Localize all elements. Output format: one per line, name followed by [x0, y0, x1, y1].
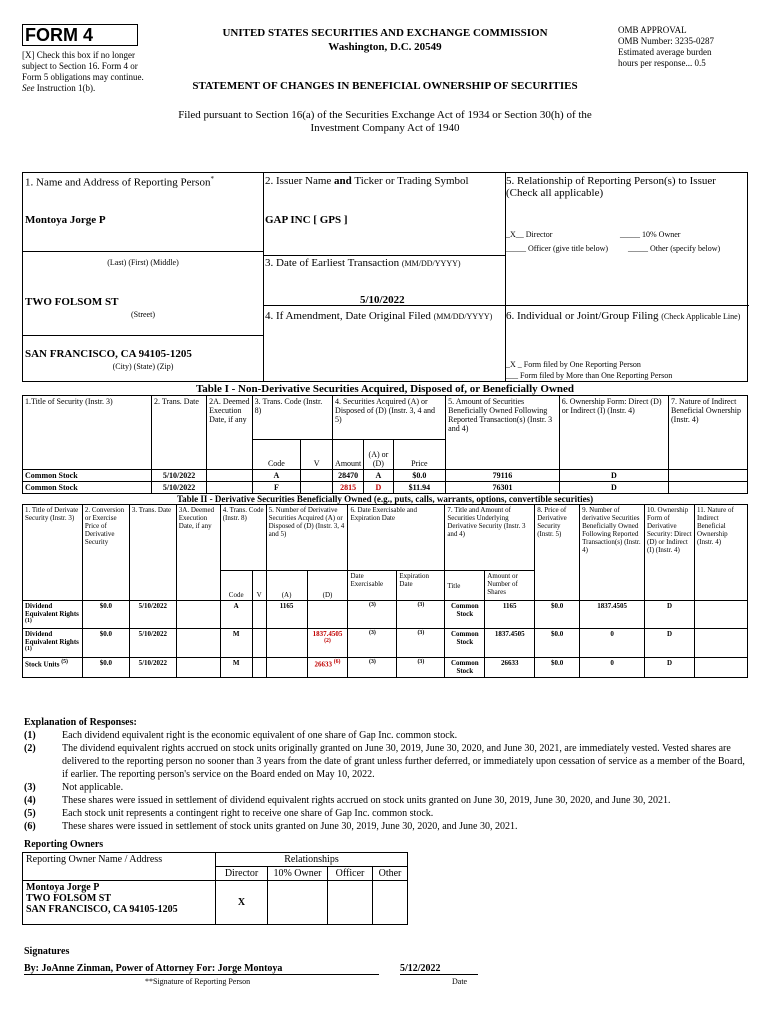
filing-more-persons: ___ Form filed by More than One Reporting Person — [506, 371, 673, 380]
table-row: Dividend Equivalent Rights $^{(1)}$ $0.0 5/10/2022 A 1165 $^{(3)}$ $^{(3)}$ Common Stock 1165 $0.0 1837.4505 D — [23, 601, 748, 629]
form-title: FORM 4 — [22, 24, 138, 46]
t2-header-price: 8. Price of Derivative Security (Instr. 5) — [535, 505, 580, 601]
owners-col-name: Reporting Owner Name / Address — [23, 853, 216, 881]
explanation-item: (1) Each dividend equivalent right is the economic equivalent of one share of Gap Inc. common stock. — [24, 730, 458, 741]
t2-header-conversion: 2. Conversion or Exercise Price of Derivative Security — [82, 505, 129, 601]
statement-title: STATEMENT OF CHANGES IN BENEFICIAL OWNERSHIP OF SECURITIES — [192, 80, 578, 92]
agency-city: Washington, D.C. 20549 — [328, 41, 442, 53]
filed-pursuant-line-2: Investment Company Act of 1940 — [310, 122, 460, 134]
omb-approval: OMB APPROVAL OMB Number: 3235-0287 Estimated average burden hours per response... 0.5 — [618, 25, 714, 68]
t1-header-deemed: 2A. Deemed Execution Date, if any — [207, 396, 253, 470]
table-row: Stock Units $^{(5)}$ $0.0 5/10/2022 M 26633 $^{(6)}$ $^{(3)}$ $^{(3)}$ Common Stock 26633 $0.0 0 D — [23, 657, 748, 677]
t2-header-exercisable: 6. Date Exercisable and Expiration Date — [348, 505, 445, 571]
explanation-item: (4) These shares were issued in settlement of dividend equivalent rights accrued on stock units granted on June 30, 2019, June 30, 2020, and June 30, 2021. — [24, 795, 671, 806]
table1-non-derivative — [22, 395, 748, 494]
label-earliest-transaction: 3. Date of Earliest Transaction (MM/DD/YYYY) — [265, 257, 461, 269]
signatures-title: Signatures — [24, 946, 70, 957]
explanation-title: Explanation of Responses: — [24, 717, 137, 728]
t2-header-number: 5. Number of Derivative Securities Acquired (A) or Disposed of (D) (Instr. 3, 4 and 5) — [266, 505, 348, 571]
checkbox-note: [X] Check this box if no longer subject to Section 16. Form 4 or Form 5 obligations may continue. See Instruction 1(b). — [22, 50, 144, 93]
table-row: Dividend Equivalent Rights $^{(1)}$ $0.0 5/10/2022 M 1837.4505 $^{(2)}$ $^{(3)}$ $^{(3)}$ Common Stock 1837.4505 $0.0 0 D — [23, 629, 748, 657]
t1-header-date: 2. Trans. Date — [152, 396, 207, 470]
t2-header-owned: 9. Number of derivative Securities Beneficially Owned Following Reported Transaction(s) (Instr. 4) — [580, 505, 645, 601]
filed-pursuant-line-1: Filed pursuant to Section 16(a) of the Securities Exchange Act of 1934 or Section 30(h) of the — [178, 109, 592, 121]
filing-one-person: _X _ Form filed by One Reporting Person — [506, 360, 641, 369]
street-label: (Street) — [131, 310, 155, 319]
label-name-address: 1. Name and Address of Reporting Person* — [25, 175, 214, 189]
t1-sub-code: Code — [252, 440, 301, 470]
name-parts-label: (Last) (First) (Middle) — [107, 258, 179, 267]
explanation-item: (6) These shares were issued in settlement of stock units granted on June 30, 2019, June 30, 2020, and June 30, 2021. — [24, 821, 518, 832]
reporting-owners-table: Reporting Owner Name / Address Relationships Director 10% Owner Officer Other Montoya Jorge P TWO FOLSOM ST SAN FRANCISCO, CA 94105-1205 X — [22, 852, 408, 925]
signature-date: 5/12/2022 — [400, 963, 478, 975]
label-amendment: 4. If Amendment, Date Original Filed (MM/DD/YYYY) — [265, 310, 493, 322]
relationship-officer: _____ Officer (give title below) — [506, 244, 609, 253]
relationship-other: _____ Other (specify below) — [628, 244, 721, 253]
t1-header-nature: 7. Nature of Indirect Beneficial Ownership (Instr. 4) — [669, 396, 748, 470]
earliest-transaction-date: 5/10/2022 — [360, 294, 405, 306]
city-label: (City) (State) (Zip) — [112, 362, 174, 371]
table-row: Common Stock 5/10/2022 F 2815 D $11.94 76301 D — [23, 482, 748, 494]
relationship-director: _X__ Director — [506, 230, 553, 239]
director-mark: X — [216, 881, 268, 925]
t1-header-title: 1.Title of Security (Instr. 3) — [23, 396, 152, 470]
label-issuer: 2. Issuer Name and Ticker or Trading Symbol — [265, 175, 469, 187]
table1-title: Table I - Non-Derivative Securities Acquired, Disposed of, or Beneficially Owned — [195, 383, 575, 395]
t2-header-code: 4. Trans. Code (Instr. 8) — [220, 505, 266, 571]
explanation-item: (2) The dividend equivalent rights accrued on stock units originally granted on June 30, 2019, June 30, 2020, and June 30, 2021, are immediately vested. Vested shares are delivered to the reporting person no sooner than 3 years from the date of grant unless further deferred, or immediately upon cessation of service as a member of the Board, if earlier. The reporting person's service on the Board ended on May 10, 2022. — [24, 743, 745, 780]
date-label: Date — [452, 977, 468, 986]
t1-sub-amount: Amount — [333, 440, 364, 470]
explanation-section — [24, 716, 750, 833]
explanation-item: (5) Each stock unit represents a contingent right to receive one share of Gap Inc. common stock. — [24, 808, 434, 819]
t1-header-code: 3. Trans. Code (Instr. 8) — [252, 396, 332, 440]
t2-header-date: 3. Trans. Date — [129, 505, 176, 601]
t1-sub-v: V — [301, 440, 333, 470]
agency-name: UNITED STATES SECURITIES AND EXCHANGE COMMISSION — [222, 27, 548, 39]
t2-header-title: 1. Title of Derivate Security (Instr. 3) — [23, 505, 83, 601]
table-row: Common Stock 5/10/2022 A 28470 A $0.0 79116 D — [23, 470, 748, 482]
table-row: Montoya Jorge P TWO FOLSOM ST SAN FRANCISCO, CA 94105-1205 X — [23, 881, 408, 925]
label-individual-filing: 6. Individual or Joint/Group Filing (Check Applicable Line) — [506, 310, 741, 322]
t1-sub-price: Price — [393, 440, 446, 470]
signature-by: By: JoAnne Zinman, Power of Attorney For: Jorge Montoya — [24, 963, 379, 975]
table2-title: Table II - Derivative Securities Beneficially Owned (e.g., puts, calls, warrants, options, convertible securities) — [176, 494, 594, 504]
t2-header-form: 10. Ownership Form of Derivative Security: Direct (D) or Indirect (I) (Instr. 4) — [645, 505, 695, 601]
t2-header-nature: 11. Nature of Indirect Beneficial Ownership (Instr. 4) — [694, 505, 747, 601]
t2-header-underlying: 7. Title and Amount of Securities Underlying Derivative Security (Instr. 3 and 4) — [445, 505, 535, 571]
t2-header-deemed: 3A. Deemed Execution Date, if any — [176, 505, 220, 601]
reporting-person-name: Montoya Jorge P — [25, 214, 106, 226]
reporting-street: TWO FOLSOM ST — [25, 296, 119, 308]
issuer-name: GAP INC [ GPS ] — [265, 214, 348, 226]
t1-header-owned: 5. Amount of Securities Beneficially Owned Following Reported Transaction(s) (Instr. 3 and 4) — [446, 396, 560, 470]
label-relationship: 5. Relationship of Reporting Person(s) to Issuer (Check all applicable) — [506, 175, 716, 199]
owners-title: Reporting Owners — [24, 839, 104, 850]
explanation-item: (3) Not applicable. — [24, 782, 124, 793]
owners-col-relationships: Relationships — [216, 853, 408, 867]
t1-header-acquired: 4. Securities Acquired (A) or Disposed of (D) (Instr. 3, 4 and 5) — [333, 396, 446, 440]
t1-sub-aord: (A) or (D) — [364, 440, 393, 470]
reporting-city: SAN FRANCISCO, CA 94105-1205 — [25, 348, 192, 360]
t1-header-form: 6. Ownership Form: Direct (D) or Indirect (I) (Instr. 4) — [559, 396, 668, 470]
table2-derivative: 1. Title of Derivate Security (Instr. 3) 2. Conversion or Exercise Price of Derivative Security 3. Trans. Date 3A. Deemed Execution Date, if any 4. Trans. Code (Instr. 8) 5. Number of Derivative Securities Acquired (A) or Disposed of (D) (Instr. 3, 4 and 5) 6. Date Exercisable and Expiration Date 7. Title and Amount of Securities Underlying Derivative Security (Instr. 3 and 4) 8. Price of Derivative Security (Instr. 5) 9. Number of derivative Securities Beneficially Owned Following Reported Transaction(s) (Instr. 4) 10. Ownership Form of Derivative Security: Direct (D) or Indirect (I) (Instr. 4) 11. Nature of Indirect Beneficial Ownership (Instr. 4) Code V (A) (D) Date Exercisable Expiration Date Title Amount or Number of Shares Dividend Equivalent Rights $^{(1)}$ $0.0 5/10/2022 A 1165 $^{(3)}$ $^{(3)}$ Common Stock 1165 $0.0 1837.4505 D Dividend Equivalent Rights $^{(1)}$ $0.0 5/10/2022 M 1837.4505 $^{(2)}$ $^{(3)}$ $^{(3)}$ Common Stock 1837.4505 $0.0 0 D Stock Units $^{(5)}$ $0.0 5/10/2022 M 26633 $^{(6)}$ $^{(3)}$ $^{(3)}$ Common Stock 26633 $0.0 0 D — [22, 504, 748, 678]
relationship-ten-pct: _____ 10% Owner — [620, 230, 681, 239]
signature-label: **Signature of Reporting Person — [145, 977, 251, 986]
